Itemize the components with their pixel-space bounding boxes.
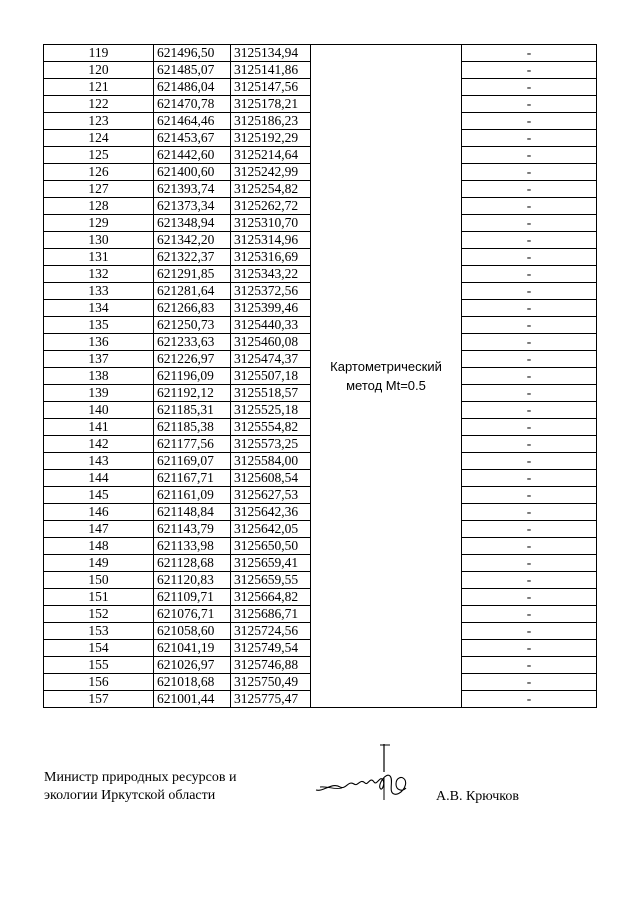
coordinate-y-cell: 3125642,05 <box>231 521 311 538</box>
note-cell: - <box>462 232 597 249</box>
point-number-cell: 130 <box>44 232 154 249</box>
coordinate-y-cell: 3125724,56 <box>231 623 311 640</box>
coordinate-x-cell: 621167,71 <box>154 470 231 487</box>
note-cell: - <box>462 334 597 351</box>
coordinate-x-cell: 621018,68 <box>154 674 231 691</box>
point-number-cell: 135 <box>44 317 154 334</box>
note-cell: - <box>462 674 597 691</box>
note-cell: - <box>462 368 597 385</box>
coordinates-table <box>43 44 597 708</box>
point-number-cell: 144 <box>44 470 154 487</box>
coordinate-y-cell: 3125343,22 <box>231 266 311 283</box>
note-cell: - <box>462 538 597 555</box>
coordinate-y-cell: 3125750,49 <box>231 674 311 691</box>
coordinate-y-cell: 3125686,71 <box>231 606 311 623</box>
note-cell: - <box>462 181 597 198</box>
coordinate-x-cell: 621485,07 <box>154 62 231 79</box>
note-cell: - <box>462 555 597 572</box>
coordinate-y-cell: 3125186,23 <box>231 113 311 130</box>
coordinate-y-cell: 3125608,54 <box>231 470 311 487</box>
note-cell: - <box>462 487 597 504</box>
note-cell: - <box>462 45 597 62</box>
coordinate-x-cell: 621453,67 <box>154 130 231 147</box>
coordinate-x-cell: 621192,12 <box>154 385 231 402</box>
point-number-cell: 157 <box>44 691 154 708</box>
coordinate-y-cell: 3125584,00 <box>231 453 311 470</box>
point-number-cell: 131 <box>44 249 154 266</box>
coordinate-x-cell: 621169,07 <box>154 453 231 470</box>
coordinate-x-cell: 621486,04 <box>154 79 231 96</box>
coordinate-y-cell: 3125507,18 <box>231 368 311 385</box>
coordinate-y-cell: 3125254,82 <box>231 181 311 198</box>
point-number-cell: 141 <box>44 419 154 436</box>
coordinate-x-cell: 621342,20 <box>154 232 231 249</box>
point-number-cell: 119 <box>44 45 154 62</box>
coordinate-x-cell: 621373,34 <box>154 198 231 215</box>
coordinate-x-cell: 621001,44 <box>154 691 231 708</box>
coordinate-x-cell: 621161,09 <box>154 487 231 504</box>
coordinate-x-cell: 621058,60 <box>154 623 231 640</box>
note-cell: - <box>462 164 597 181</box>
point-number-cell: 138 <box>44 368 154 385</box>
signatory-position <box>44 769 236 805</box>
coordinate-x-cell: 621185,31 <box>154 402 231 419</box>
coordinate-y-cell: 3125310,70 <box>231 215 311 232</box>
coordinate-y-cell: 3125474,37 <box>231 351 311 368</box>
coordinate-x-cell: 621393,74 <box>154 181 231 198</box>
coordinate-y-cell: 3125242,99 <box>231 164 311 181</box>
coordinate-y-cell: 3125627,53 <box>231 487 311 504</box>
note-cell: - <box>462 266 597 283</box>
coordinate-y-cell: 3125650,50 <box>231 538 311 555</box>
note-cell: - <box>462 300 597 317</box>
coordinate-y-cell: 3125460,08 <box>231 334 311 351</box>
coordinate-y-cell: 3125749,54 <box>231 640 311 657</box>
point-number-cell: 127 <box>44 181 154 198</box>
coordinate-y-cell: 3125262,72 <box>231 198 311 215</box>
point-number-cell: 151 <box>44 589 154 606</box>
point-number-cell: 128 <box>44 198 154 215</box>
point-number-cell: 123 <box>44 113 154 130</box>
coordinate-x-cell: 621496,50 <box>154 45 231 62</box>
point-number-cell: 122 <box>44 96 154 113</box>
point-number-cell: 143 <box>44 453 154 470</box>
note-cell: - <box>462 351 597 368</box>
coordinate-y-cell: 3125134,94 <box>231 45 311 62</box>
note-cell: - <box>462 402 597 419</box>
point-number-cell: 120 <box>44 62 154 79</box>
coordinate-x-cell: 621076,71 <box>154 606 231 623</box>
coordinate-x-cell: 621348,94 <box>154 215 231 232</box>
coordinate-x-cell: 621026,97 <box>154 657 231 674</box>
point-number-cell: 121 <box>44 79 154 96</box>
coordinate-x-cell: 621185,38 <box>154 419 231 436</box>
note-cell: - <box>462 572 597 589</box>
note-cell: - <box>462 657 597 674</box>
coordinate-x-cell: 621109,71 <box>154 589 231 606</box>
note-cell: - <box>462 589 597 606</box>
coordinate-y-cell: 3125141,86 <box>231 62 311 79</box>
coordinate-x-cell: 621177,56 <box>154 436 231 453</box>
point-number-cell: 155 <box>44 657 154 674</box>
note-cell: - <box>462 436 597 453</box>
point-number-cell: 125 <box>44 147 154 164</box>
coordinate-y-cell: 3125518,57 <box>231 385 311 402</box>
note-cell: - <box>462 198 597 215</box>
coordinate-x-cell: 621148,84 <box>154 504 231 521</box>
note-cell: - <box>462 385 597 402</box>
note-cell: - <box>462 470 597 487</box>
point-number-cell: 136 <box>44 334 154 351</box>
point-number-cell: 139 <box>44 385 154 402</box>
point-number-cell: 129 <box>44 215 154 232</box>
point-number-cell: 126 <box>44 164 154 181</box>
point-number-cell: 147 <box>44 521 154 538</box>
coordinate-y-cell: 3125192,29 <box>231 130 311 147</box>
coordinate-y-cell: 3125659,41 <box>231 555 311 572</box>
coordinate-x-cell: 621196,09 <box>154 368 231 385</box>
coordinate-y-cell: 3125554,82 <box>231 419 311 436</box>
point-number-cell: 134 <box>44 300 154 317</box>
note-cell: - <box>462 147 597 164</box>
point-number-cell: 149 <box>44 555 154 572</box>
point-number-cell: 148 <box>44 538 154 555</box>
coordinate-y-cell: 3125399,46 <box>231 300 311 317</box>
point-number-cell: 154 <box>44 640 154 657</box>
table-row <box>44 45 597 62</box>
coordinate-y-cell: 3125147,56 <box>231 79 311 96</box>
note-cell: - <box>462 623 597 640</box>
note-cell: - <box>462 606 597 623</box>
point-number-cell: 140 <box>44 402 154 419</box>
coordinate-x-cell: 621281,64 <box>154 283 231 300</box>
note-cell: - <box>462 79 597 96</box>
coordinate-y-cell: 3125775,47 <box>231 691 311 708</box>
point-number-cell: 153 <box>44 623 154 640</box>
coordinate-y-cell: 3125316,69 <box>231 249 311 266</box>
note-cell: - <box>462 215 597 232</box>
coordinate-x-cell: 621470,78 <box>154 96 231 113</box>
coordinate-y-cell: 3125178,21 <box>231 96 311 113</box>
coordinate-x-cell: 621400,60 <box>154 164 231 181</box>
coordinate-x-cell: 621120,83 <box>154 572 231 589</box>
coordinate-y-cell: 3125440,33 <box>231 317 311 334</box>
signatory-name: А.В. Крючков <box>436 789 519 804</box>
coordinates-table-body <box>44 45 597 708</box>
note-cell: - <box>462 62 597 79</box>
coordinate-x-cell: 621250,73 <box>154 317 231 334</box>
method-cell: Картометрический метод Mt=0.5 <box>311 45 462 708</box>
point-number-cell: 150 <box>44 572 154 589</box>
point-number-cell: 137 <box>44 351 154 368</box>
coordinate-y-cell: 3125525,18 <box>231 402 311 419</box>
coordinate-x-cell: 621322,37 <box>154 249 231 266</box>
point-number-cell: 132 <box>44 266 154 283</box>
coordinate-y-cell: 3125372,56 <box>231 283 311 300</box>
coordinate-y-cell: 3125314,96 <box>231 232 311 249</box>
note-cell: - <box>462 521 597 538</box>
point-number-cell: 146 <box>44 504 154 521</box>
coordinate-y-cell: 3125642,36 <box>231 504 311 521</box>
coordinate-x-cell: 621233,63 <box>154 334 231 351</box>
signatory-position-line1: Министр природных ресурсов и <box>44 770 237 785</box>
point-number-cell: 142 <box>44 436 154 453</box>
coordinate-y-cell: 3125214,64 <box>231 147 311 164</box>
coordinate-y-cell: 3125573,25 <box>231 436 311 453</box>
note-cell: - <box>462 691 597 708</box>
note-cell: - <box>462 317 597 334</box>
point-number-cell: 124 <box>44 130 154 147</box>
coordinate-x-cell: 621128,68 <box>154 555 231 572</box>
note-cell: - <box>462 130 597 147</box>
note-cell: - <box>462 453 597 470</box>
point-number-cell: 133 <box>44 283 154 300</box>
note-cell: - <box>462 504 597 521</box>
point-number-cell: 152 <box>44 606 154 623</box>
coordinate-y-cell: 3125746,88 <box>231 657 311 674</box>
coordinate-x-cell: 621266,83 <box>154 300 231 317</box>
point-number-cell: 156 <box>44 674 154 691</box>
note-cell: - <box>462 113 597 130</box>
coordinate-x-cell: 621143,79 <box>154 521 231 538</box>
note-cell: - <box>462 283 597 300</box>
coordinate-y-cell: 3125659,55 <box>231 572 311 589</box>
coordinate-x-cell: 621226,97 <box>154 351 231 368</box>
note-cell: - <box>462 249 597 266</box>
signatory-position-line2: экологии Иркутской области <box>44 788 216 803</box>
handwritten-signature <box>310 742 420 817</box>
note-cell: - <box>462 419 597 436</box>
coordinate-x-cell: 621041,19 <box>154 640 231 657</box>
point-number-cell: 145 <box>44 487 154 504</box>
note-cell: - <box>462 96 597 113</box>
coordinate-y-cell: 3125664,82 <box>231 589 311 606</box>
coordinate-x-cell: 621464,46 <box>154 113 231 130</box>
coordinate-x-cell: 621291,85 <box>154 266 231 283</box>
note-cell: - <box>462 640 597 657</box>
coordinate-x-cell: 621133,98 <box>154 538 231 555</box>
coordinate-x-cell: 621442,60 <box>154 147 231 164</box>
